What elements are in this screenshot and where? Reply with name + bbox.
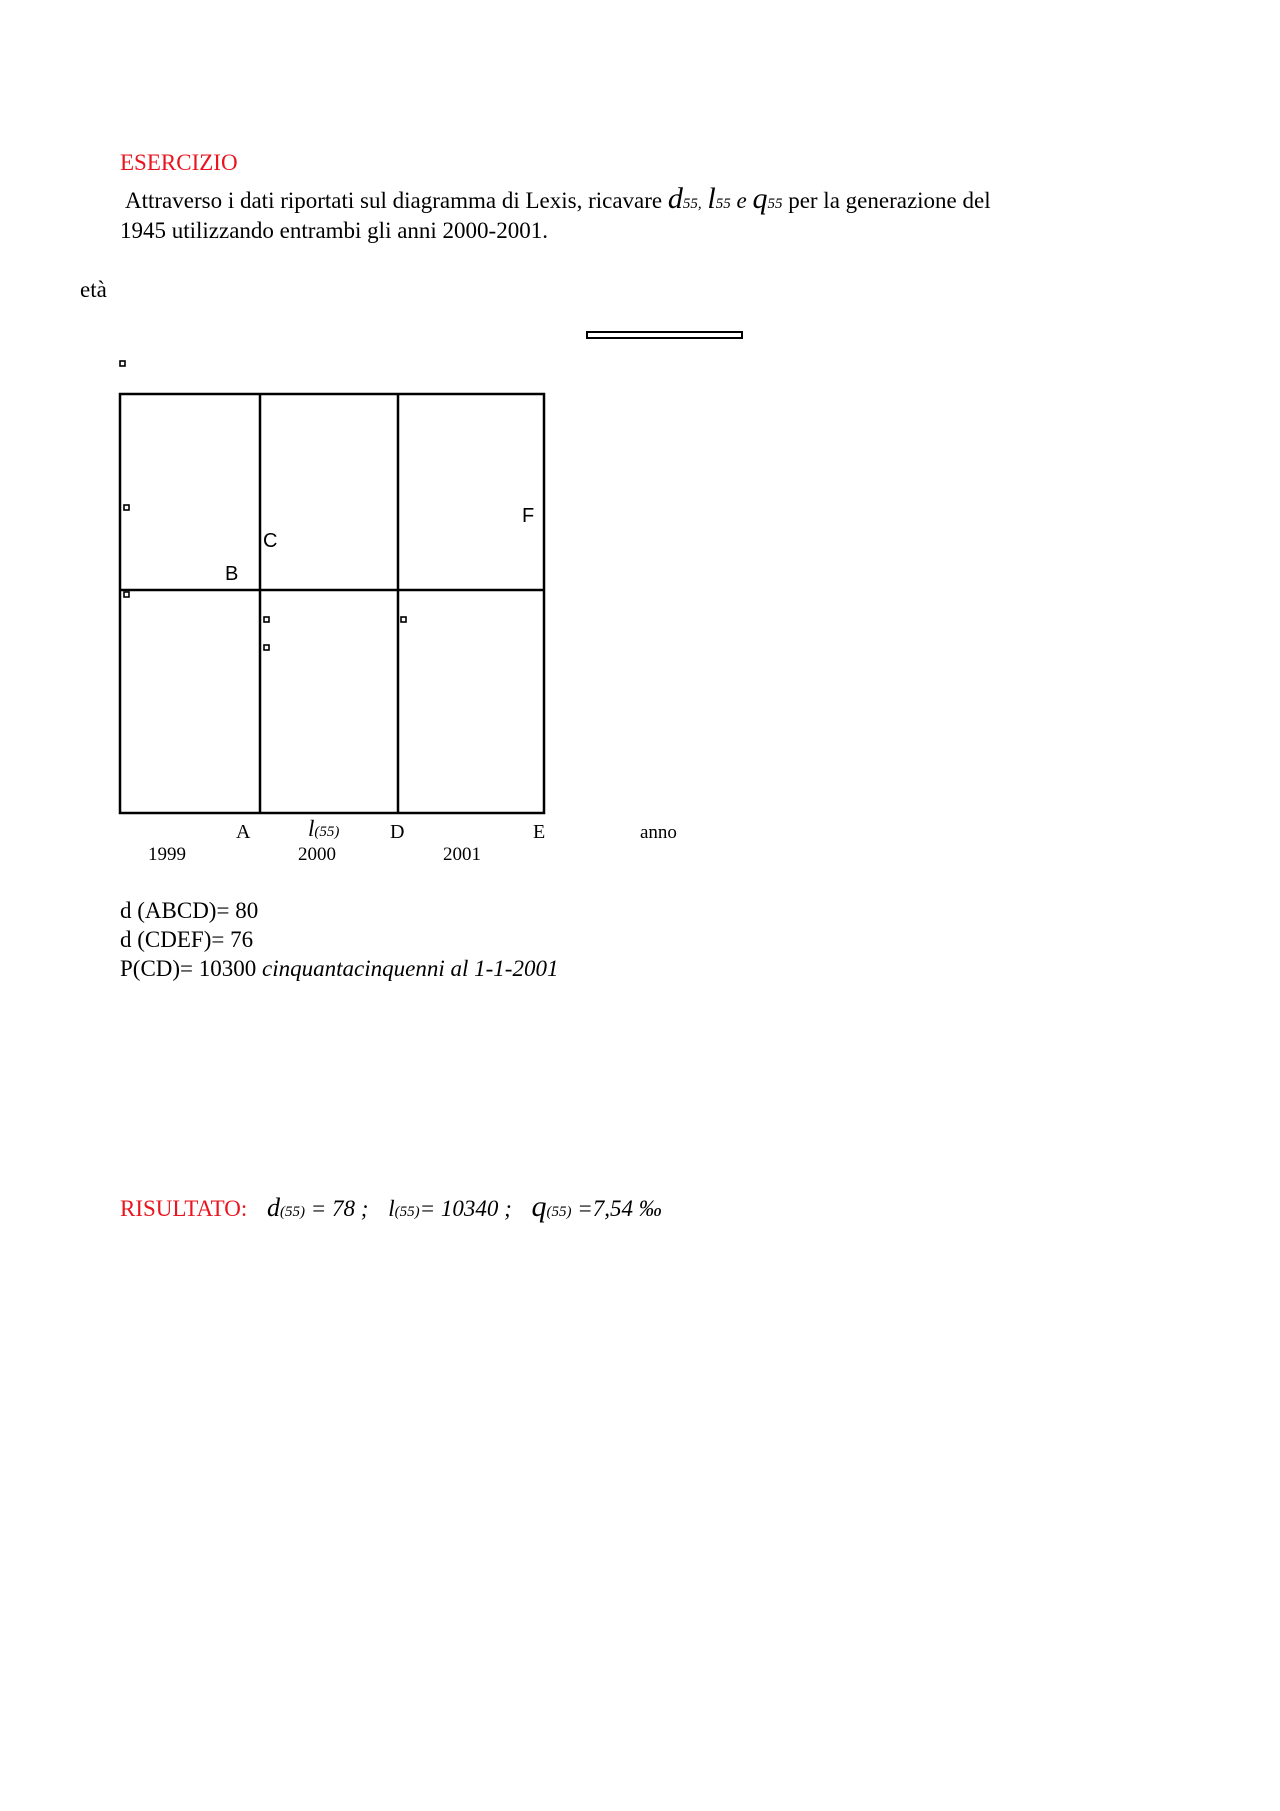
result-d-sub: (55) [280,1204,305,1220]
given-p-cd [120,956,558,982]
lexis-diagram [0,0,1280,900]
symbol-conj: e [736,188,747,213]
exercise-intro: Attraverso i dati riportati sul diagramma di Lexis, ricavare [125,188,663,213]
exercise-intro-end: per la generazione del [788,188,991,213]
symbol-q-sub: 55 [767,196,783,212]
point-label-a: A [236,821,251,843]
result-d-value: = 78 ; [310,1196,369,1221]
marker [264,645,269,650]
l55-label [308,816,339,842]
result-label: RISULTATO: [120,1196,248,1221]
given-p-cd-value: P(CD)= 10300 [120,956,257,981]
symbol-l-sub: 55 [715,196,731,212]
exercise-text-line2: 1945 utilizzando entrambi gli anni 2000-2001. [120,218,548,243]
l55-sub: (55) [314,824,340,840]
result-d [267,1193,369,1222]
marker [124,505,129,510]
result-l-sym: l [388,1196,395,1221]
marker [401,617,406,622]
marker [264,617,269,622]
given-d-abcd: d (ABCD)= 80 [120,898,259,923]
exercise-heading: ESERCIZIO [120,150,238,175]
point-label-d: D [390,821,405,843]
y-axis-label: età [80,277,107,302]
result-q [531,1190,662,1223]
point-label-b: B [225,563,239,585]
given-p-cd-note: cinquantacinquenni al 1-1-2001 [262,956,559,981]
result-q-value: =7,54 ‰ [577,1196,662,1221]
symbol-q: q [752,182,768,215]
result-l-value: = 10340 ; [419,1196,512,1221]
result-l-sub: (55) [394,1204,420,1220]
symbol-d-sub: 55, [682,196,702,212]
result-q-sub: (55) [546,1204,572,1220]
l55-symbol: l [308,816,315,841]
point-label-c: C [263,530,278,552]
point-label-e: E [533,821,546,843]
marker [124,592,129,597]
result-q-sym: q [531,1190,547,1223]
symbol-l: l [707,182,716,215]
decorative-double-bar [587,332,742,338]
symbol-d: d [667,182,683,215]
year-label-2001: 2001 [443,844,481,865]
point-label-f: F [522,505,535,527]
given-d-cdef: d (CDEF)= 76 [120,927,254,952]
x-axis-label: anno [640,822,677,843]
marker [120,361,125,366]
diagram-frame [120,394,544,813]
result-d-sym: d [267,1193,280,1222]
result-l [388,1196,512,1221]
year-label-2000: 2000 [298,844,336,865]
result-line [120,1190,662,1224]
year-label-1999: 1999 [148,844,186,865]
